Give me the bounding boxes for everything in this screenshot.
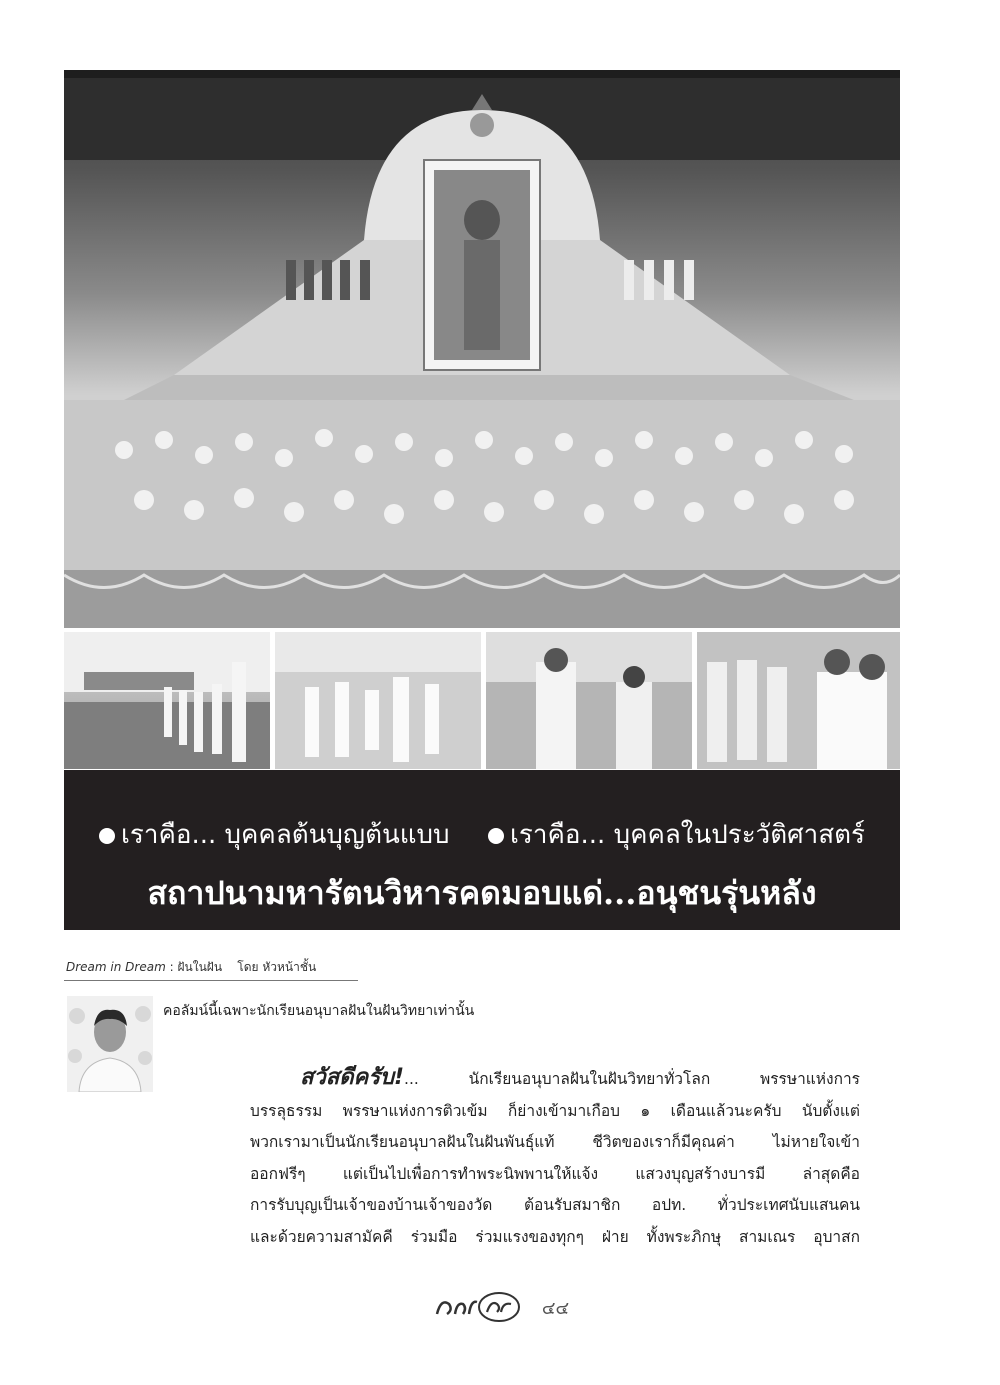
author-name: โดย หัวหน้าชั้น <box>237 960 317 974</box>
greeting: สวัสดีครับ! <box>300 1065 405 1090</box>
thumbnail-photo-2 <box>275 632 481 769</box>
bullet1-text: บุคคลต้นบุญต้นแบบ <box>224 820 450 850</box>
greeting-trail: ... <box>404 1070 419 1088</box>
article-line-3: พวกเรามาเป็นนักเรียนอนุบาลฝันในฝันพันธุ์แท้ ชีวิตของเราก็มีคุณค่า ไม่หายใจเข้า <box>250 1133 860 1151</box>
bullet-icon <box>488 828 504 844</box>
byline-separator: : <box>169 960 174 974</box>
page-number: ๔๔ <box>541 1297 570 1319</box>
main-photo <box>64 70 900 628</box>
bullet2-text: บุคคลในประวัติศาสตร์ <box>613 820 865 850</box>
byline-divider <box>64 980 358 981</box>
banner-subheading <box>64 814 900 855</box>
article-line-6: และด้วยความสามัคคี ร่วมมือ ร่วมแรงของทุกๆ ฝ่าย ทั้งพระภิกษุ สามเณร อุบาสก <box>250 1227 860 1246</box>
column-name: ฝันในฝัน <box>177 960 223 974</box>
bullet-icon <box>99 828 115 844</box>
article-line-1: สวัสดีครับ!... นักเรียนอนุบาลฝันในฝันวิทยาทั่วโลก พรรษาแห่งการ <box>300 1065 860 1090</box>
headline-banner <box>64 770 900 930</box>
bullet2-prefix: เราคือ... <box>510 820 606 850</box>
series-name: Dream in Dream <box>66 960 166 974</box>
article-line-2: บรรลุธรรม พรรษาแห่งการติวเข้ม ก็ย่างเข้ามาเกือบ ๑ เดือนแล้วนะครับ นับตั้งแต่ <box>250 1101 860 1120</box>
ceremony-photo-illustration <box>64 70 900 628</box>
article-body <box>250 1062 860 1253</box>
bullet1-prefix: เราคือ... <box>121 820 217 850</box>
thumbnail-photo-3 <box>486 632 692 769</box>
article-title: สถาปนามหารัตนวิหารคดมอบแด่...อนุชนรุ่นหลัง <box>147 874 817 912</box>
article-line-4: ออกฟรีๆ แต่เป็นไปเพื่อการทำพระนิพพานให้แจ้ง แสวงบุญสร้างบารมี ล่าสุดคือ <box>250 1164 860 1183</box>
magazine-logo <box>431 1290 527 1324</box>
thumbnail-photo-4 <box>697 632 900 769</box>
thumbnail-photo-1 <box>64 632 270 769</box>
article-line-5: การรับบุญเป็นเจ้าของบ้านเจ้าของวัด ต้อนรับสมาชิก อปท. ทั่วประเทศนับแสนคน <box>250 1196 860 1214</box>
page-footer <box>0 1290 1000 1324</box>
column-intro: คอลัมน์นี้เฉพาะนักเรียนอนุบาลฝันในฝันวิทยาเท่านั้น <box>163 1003 475 1019</box>
column-byline <box>66 958 316 977</box>
author-avatar <box>67 996 153 1092</box>
